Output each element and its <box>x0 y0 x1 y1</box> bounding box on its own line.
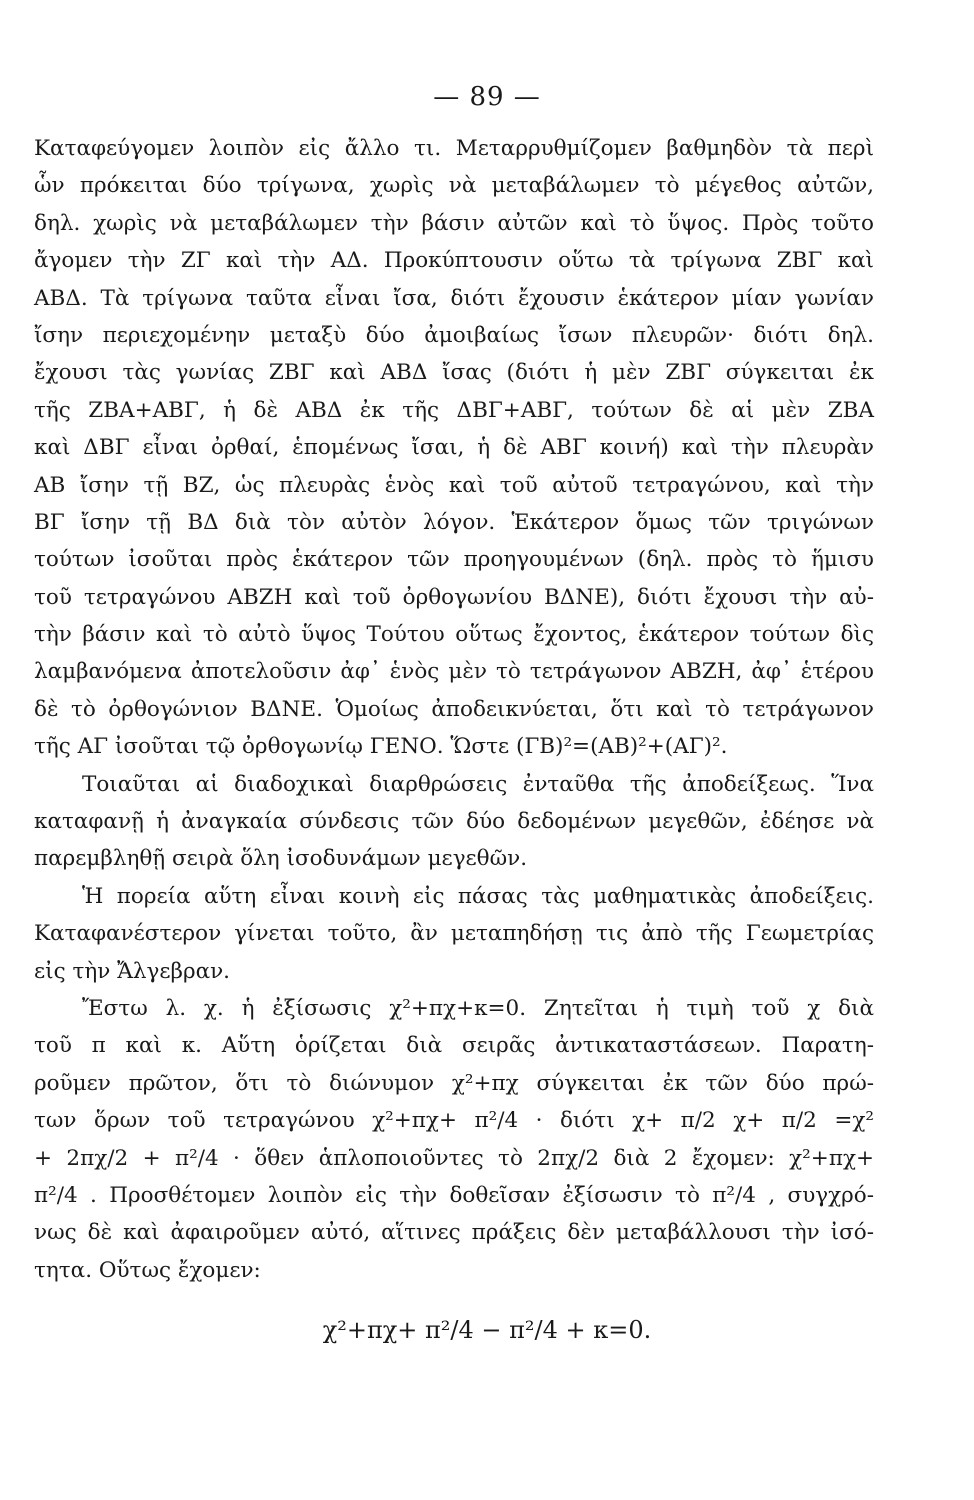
text-line: τὴν βάσιν καὶ τὸ αὐτὸ ὕψος Τούτου οὕτως ἔχοντος, ἑκάτερον τούτων δὶς <box>34 622 874 648</box>
text-line: καταφανῇ ἡ ἀναγκαία σύνδεσις τῶν δύο δεδομένων μεγεθῶν, ἐδέησε νὰ <box>34 809 874 835</box>
text-line: ροῦμεν πρῶτον, ὅτι τὸ διώνυμον χ²+πχ σύγκειται ἐκ τῶν δύο πρώ- <box>34 1070 874 1096</box>
text-line: τούτων ἰσοῦται πρὸς ἑκάτερον τῶν προηγουμένων (δηλ. πρὸς τὸ ἥμισυ <box>34 547 874 573</box>
text-line: δηλ. χωρὶς νὰ μεταβάλωμεν τὴν βάσιν αὐτῶν καὶ τὸ ὕψος. Πρὸς τοῦτο <box>34 210 874 236</box>
text-line: τοῦ π καὶ κ. Αὕτη ὁρίζεται διὰ σειρᾶς ἀντικαταστάσεων. Παρατη- <box>34 1033 874 1059</box>
text-line: εἰς τὴν Ἄλγεβραν. <box>34 958 231 984</box>
text-line: δὲ τὸ ὀρθογώνιον ΒΔΝΕ. Ὁμοίως ἀποδεικνύεται, ὅτι καὶ τὸ τετράγωνον <box>34 696 874 722</box>
text-line: νως δὲ καὶ ἀφαιροῦμεν αὐτό, αἵτινες πράξεις δὲν μεταβάλλουσι τὴν ἰσό- <box>34 1220 874 1246</box>
text-line: παρεμβληθῇ σειρὰ ὅλη ἰσοδυνάμων μεγεθῶν. <box>34 846 528 872</box>
text-line: ἴσην περιεχομένην μεταξὺ δύο ἀμοιβαίως ἴσων πλευρῶν· διότι δηλ. <box>34 322 874 348</box>
text-line: + 2πχ/2 + π²/4 · ὅθεν ἁπλοποιοῦντες τὸ 2πχ/2 διὰ 2 ἔχομεν: χ²+πχ+ <box>34 1145 874 1171</box>
text-line: Τοιαῦται αἱ διαδοχικαὶ διαρθρώσεις ἐνταῦθα τῆς ἀποδείξεως. Ἵνα <box>82 771 874 797</box>
text-line: Καταφανέστερον γίνεται τοῦτο, ἂν μεταπηδήσῃ τις ἀπὸ τῆς Γεωμετρίας <box>34 921 874 947</box>
text-line: ΑΒ ἴσην τῇ ΒΖ, ὡς πλευρὰς ἑνὸς καὶ τοῦ αὐτοῦ τετραγώνου, καὶ τὴν <box>34 472 874 498</box>
text-line: των ὅρων τοῦ τετραγώνου χ²+πχ+ π²/4 · διότι χ+ π/2 χ+ π/2 =χ² <box>34 1108 874 1134</box>
text-line: ΑΒΔ. Τὰ τρίγωνα ταῦτα εἶναι ἴσα, διότι ἔχουσιν ἑκάτερον μίαν γωνίαν <box>34 285 874 311</box>
text-line: π²/4 . Προσθέτομεν λοιπὸν εἰς τὴν δοθεῖσαν ἐξίσωσιν τὸ π²/4 , συγχρό- <box>34 1182 874 1208</box>
page-number: — 89 — <box>433 82 541 112</box>
text-line: Καταφεύγομεν λοιπὸν εἰς ἄλλο τι. Μεταρρυθμίζομεν βαθμηδὸν τὰ περὶ <box>34 136 874 161</box>
body-text <box>34 130 874 1289</box>
text-line: λαμβανόμενα ἀποτελοῦσιν ἀφ᾽ ἑνὸς μὲν τὸ τετράγωνον ΑΒΖΗ, ἀφ᾽ ἑτέρου <box>34 659 874 685</box>
display-equation: χ²+πχ+ π²/4 − π²/4 + κ=0. <box>322 1316 652 1344</box>
text-line: ὧν πρόκειται δύο τρίγωνα, χωρὶς νὰ μεταβάλωμεν τὸ μέγεθος αὐτῶν, <box>34 173 874 199</box>
text-line: τοῦ τετραγώνου ΑΒΖΗ καὶ τοῦ ὀρθογωνίου ΒΔΝΕ), διότι ἔχουσι τὴν αὐ- <box>34 584 874 610</box>
text-line: Ἔστω λ. χ. ἡ ἐξίσωσις χ²+πχ+κ=0. Ζητεῖται ἡ τιμὴ τοῦ χ διὰ <box>82 995 874 1021</box>
text-line: τητα. Οὕτως ἔχομεν: <box>34 1257 261 1283</box>
text-line: ἄγομεν τὴν ΖΓ καὶ τὴν ΑΔ. Προκύπτουσιν οὕτω τὰ τρίγωνα ΖΒΓ καὶ <box>34 248 874 274</box>
text-line: ἔχουσι τὰς γωνίας ΖΒΓ καὶ ΑΒΔ ἴσας (διότι ἡ μὲν ΖΒΓ σύγκειται ἐκ <box>34 360 874 386</box>
text-line: Ἡ πορεία αὕτη εἶναι κοινὴ εἰς πάσας τὰς μαθηματικὰς ἀποδείξεις. <box>82 883 874 909</box>
text-line: τῆς ΖΒΑ+ΑΒΓ, ἡ δὲ ΑΒΔ ἐκ τῆς ΔΒΓ+ΑΒΓ, τούτων δὲ αἱ μὲν ΖΒΑ <box>34 397 874 423</box>
text-line: καὶ ΔΒΓ εἶναι ὀρθαί, ἑπομένως ἴσαι, ἡ δὲ ΑΒΓ κοινή) καὶ τὴν πλευρὰν <box>34 435 874 461</box>
text-line: τῆς ΑΓ ἰσοῦται τῷ ὀρθογωνίῳ ΓΕΝΟ. Ὥστε (ΓΒ)²=(ΑΒ)²+(ΑΓ)². <box>34 734 728 760</box>
text-line: ΒΓ ἴσην τῇ ΒΔ διὰ τὸν αὐτὸν λόγον. Ἑκάτερον ὅμως τῶν τριγώνων <box>34 509 874 535</box>
